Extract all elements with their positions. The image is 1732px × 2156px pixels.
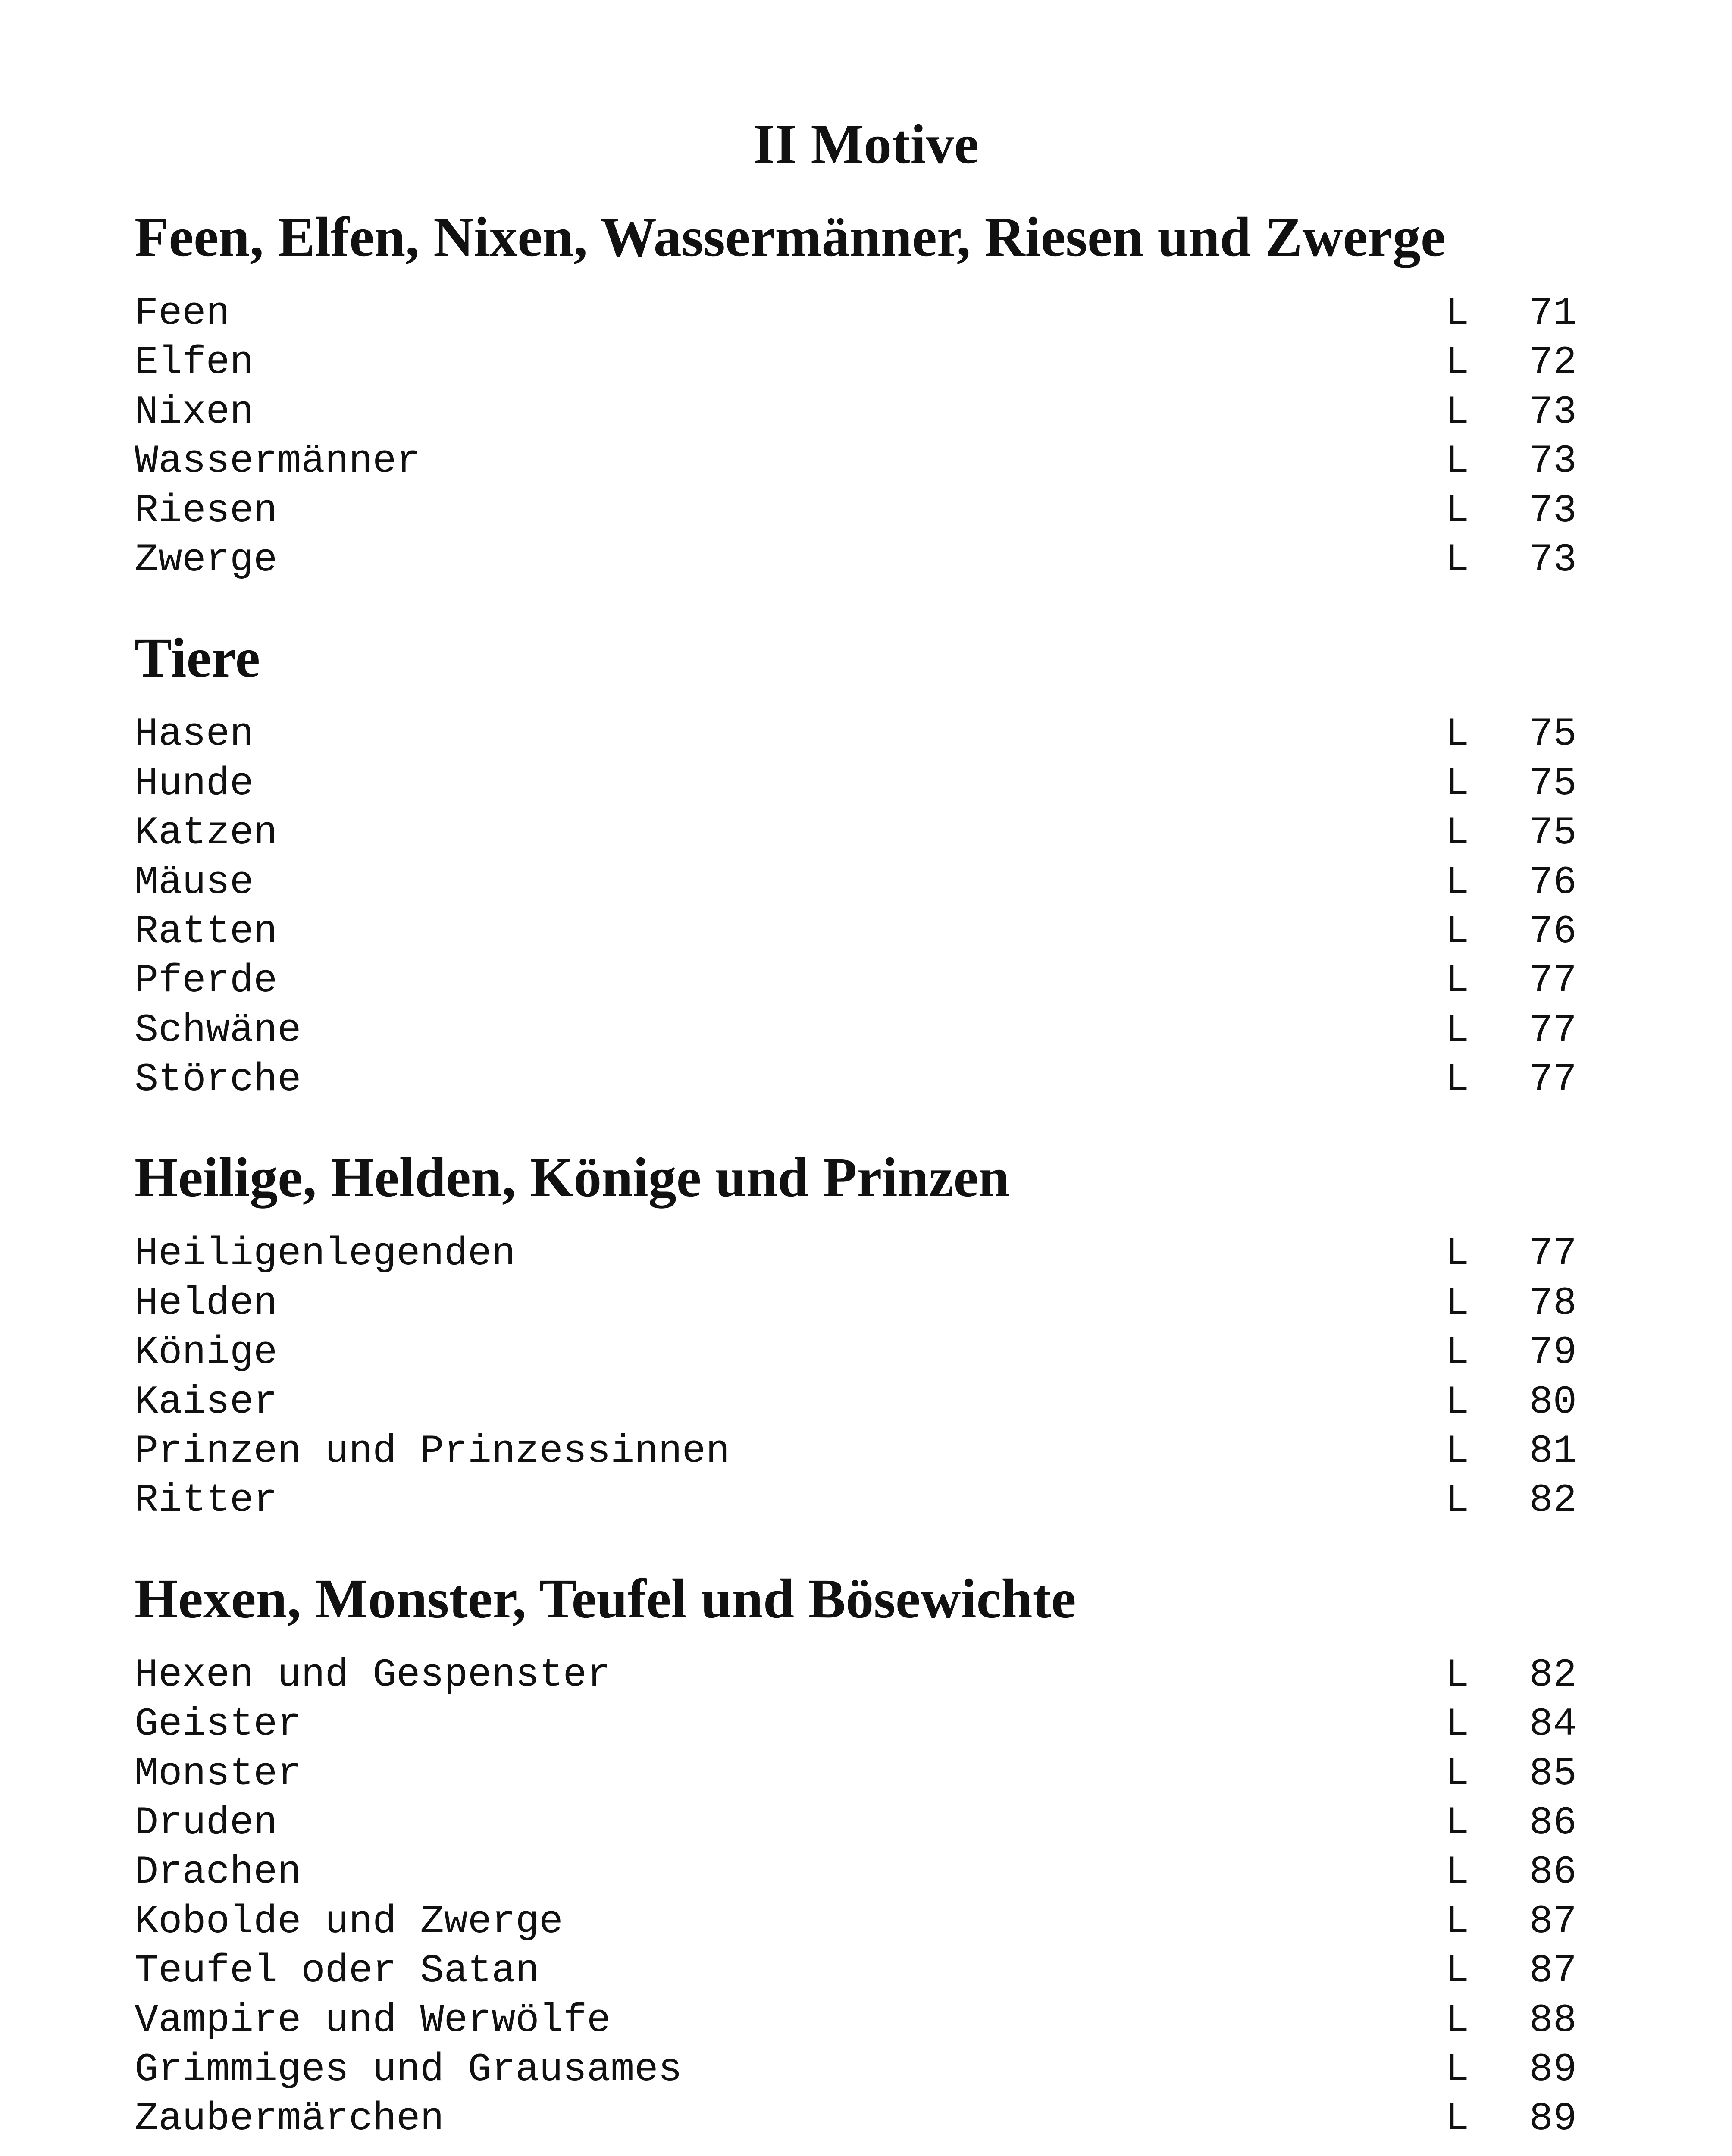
entry-page-number: 89 <box>1529 2046 1577 2092</box>
entry-page-number: 73 <box>1529 537 1577 583</box>
entry-marker: L <box>1445 389 1469 435</box>
section-heading: Feen, Elfen, Nixen, Wassermänner, Riesen und Zwerge <box>135 206 1446 268</box>
toc-entry[interactable] <box>135 1651 1577 1700</box>
entry-page-number: 75 <box>1529 711 1577 757</box>
entry-marker: L <box>1445 1057 1469 1103</box>
entry-page-number: 77 <box>1529 1007 1577 1053</box>
section-heading: Heilige, Helden, Könige und Prinzen <box>135 1147 1010 1209</box>
entry-page-number: 80 <box>1529 1379 1577 1425</box>
entry-page-number: 77 <box>1529 1057 1577 1103</box>
entry-page-number: 82 <box>1529 1478 1577 1523</box>
entry-page-number: 72 <box>1529 340 1577 385</box>
entry-list <box>135 289 1577 585</box>
toc-entry[interactable] <box>135 388 1577 437</box>
section-heilige-helden <box>135 1143 1577 1525</box>
section-heading: Tiere <box>135 627 260 689</box>
toc-entry[interactable] <box>135 759 1577 808</box>
entry-label: Riesen <box>135 488 278 533</box>
entry-marker: L <box>1445 1379 1469 1425</box>
entry-marker: L <box>1445 1702 1469 1747</box>
entry-label: Druden <box>135 1800 278 1846</box>
entry-label: Grimmiges und Grausames <box>135 2046 682 2092</box>
entry-marker: L <box>1445 1652 1469 1698</box>
entry-marker: L <box>1445 1007 1469 1053</box>
entry-marker: L <box>1445 1997 1469 2043</box>
toc-entry[interactable] <box>135 1427 1577 1476</box>
toc-entry[interactable] <box>135 1279 1577 1328</box>
entry-label: Könige <box>135 1330 278 1376</box>
toc-entry[interactable] <box>135 907 1577 956</box>
entry-page-number: 76 <box>1529 859 1577 905</box>
entry-marker: L <box>1445 1429 1469 1474</box>
entry-marker: L <box>1445 909 1469 954</box>
toc-entry[interactable] <box>135 1378 1577 1427</box>
entry-marker: L <box>1445 1899 1469 1944</box>
toc-entry[interactable] <box>135 1476 1577 1525</box>
entry-page-number: 75 <box>1529 810 1577 856</box>
entry-page-number: 77 <box>1529 958 1577 1004</box>
toc-entry[interactable] <box>135 2045 1577 2094</box>
entry-label: Störche <box>135 1057 301 1103</box>
entry-page-number: 77 <box>1529 1231 1577 1277</box>
entry-label: Geister <box>135 1702 301 1747</box>
toc-entry[interactable] <box>135 956 1577 1006</box>
page-title: II Motive <box>753 113 979 175</box>
entry-marker: L <box>1445 537 1469 583</box>
entry-label: Monster <box>135 1751 301 1796</box>
entry-page-number: 73 <box>1529 389 1577 435</box>
entry-page-number: 79 <box>1529 1330 1577 1376</box>
toc-entry[interactable] <box>135 1749 1577 1799</box>
toc-entry[interactable] <box>135 486 1577 536</box>
entry-marker: L <box>1445 488 1469 533</box>
toc-entry[interactable] <box>135 437 1577 486</box>
entry-page-number: 75 <box>1529 761 1577 806</box>
toc-entry[interactable] <box>135 2094 1577 2143</box>
section-tiere <box>135 624 1577 1104</box>
entry-label: Drachen <box>135 1849 301 1895</box>
entry-marker: L <box>1445 340 1469 385</box>
entry-label: Teufel oder Satan <box>135 1948 539 1994</box>
section-heading: Hexen, Monster, Teufel und Bösewichte <box>135 1567 1076 1630</box>
entry-marker: L <box>1445 859 1469 905</box>
entry-label: Nixen <box>135 389 254 435</box>
entry-marker: L <box>1445 439 1469 484</box>
entry-page-number: 87 <box>1529 1899 1577 1944</box>
entry-marker: L <box>1445 2046 1469 2092</box>
entry-marker: L <box>1445 1800 1469 1846</box>
entry-page-number: 85 <box>1529 1751 1577 1796</box>
entry-page-number: 87 <box>1529 1948 1577 1994</box>
toc-entry[interactable] <box>135 1799 1577 1848</box>
entry-marker: L <box>1445 1751 1469 1796</box>
toc-entry[interactable] <box>135 289 1577 338</box>
toc-entry[interactable] <box>135 1946 1577 1996</box>
toc-entry[interactable] <box>135 338 1577 387</box>
entry-label: Wassermänner <box>135 439 420 484</box>
entry-label: Katzen <box>135 810 278 856</box>
toc-entry[interactable] <box>135 536 1577 585</box>
entry-marker: L <box>1445 1231 1469 1277</box>
toc-entry[interactable] <box>135 1229 1577 1279</box>
entry-label: Kaiser <box>135 1379 278 1425</box>
toc-entry[interactable] <box>135 1897 1577 1946</box>
entry-marker: L <box>1445 1330 1469 1376</box>
entry-page-number: 78 <box>1529 1280 1577 1326</box>
entry-marker: L <box>1445 2096 1469 2142</box>
entry-label: Elfen <box>135 340 254 385</box>
entry-label: Heiligenlegenden <box>135 1231 516 1277</box>
entry-label: Kobolde und Zwerge <box>135 1899 563 1944</box>
entry-list <box>135 1229 1577 1525</box>
entry-list <box>135 710 1577 1104</box>
entry-label: Feen <box>135 291 230 336</box>
entry-page-number: 88 <box>1529 1997 1577 2043</box>
entry-page-number: 86 <box>1529 1849 1577 1895</box>
entry-marker: L <box>1445 1280 1469 1326</box>
entry-label: Helden <box>135 1280 278 1326</box>
entry-page-number: 81 <box>1529 1429 1577 1474</box>
toc-entry[interactable] <box>135 710 1577 759</box>
entry-label: Zwerge <box>135 537 278 583</box>
toc-entry[interactable] <box>135 858 1577 907</box>
toc-entry[interactable] <box>135 1848 1577 1897</box>
entry-marker: L <box>1445 1948 1469 1994</box>
toc-entry[interactable] <box>135 1328 1577 1377</box>
entry-marker: L <box>1445 711 1469 757</box>
entry-page-number: 84 <box>1529 1702 1577 1747</box>
toc-entry[interactable] <box>135 808 1577 858</box>
section-feen-elfen <box>135 203 1577 585</box>
entry-page-number: 73 <box>1529 488 1577 533</box>
entry-marker: L <box>1445 291 1469 336</box>
entry-marker: L <box>1445 1478 1469 1523</box>
entry-label: Hasen <box>135 711 254 757</box>
entry-label: Ratten <box>135 909 278 954</box>
entry-marker: L <box>1445 958 1469 1004</box>
entry-label: Prinzen und Prinzessinnen <box>135 1429 730 1474</box>
entry-page-number: 73 <box>1529 439 1577 484</box>
toc-entry[interactable] <box>135 1006 1577 1055</box>
toc-entry[interactable] <box>135 1055 1577 1104</box>
entry-marker: L <box>1445 761 1469 806</box>
entry-page-number: 82 <box>1529 1652 1577 1698</box>
section-hexen-monster <box>135 1564 1577 2144</box>
entry-label: Hunde <box>135 761 254 806</box>
entry-label: Ritter <box>135 1478 278 1523</box>
entry-list <box>135 1651 1577 2144</box>
table-of-contents <box>135 203 1577 2156</box>
entry-label: Zaubermärchen <box>135 2096 444 2142</box>
entry-page-number: 71 <box>1529 291 1577 336</box>
entry-page-number: 89 <box>1529 2096 1577 2142</box>
entry-label: Pferde <box>135 958 278 1004</box>
entry-marker: L <box>1445 810 1469 856</box>
entry-label: Vampire und Werwölfe <box>135 1997 611 2043</box>
toc-entry[interactable] <box>135 1996 1577 2045</box>
toc-entry[interactable] <box>135 1700 1577 1749</box>
entry-label: Schwäne <box>135 1007 301 1053</box>
entry-label: Hexen und Gespenster <box>135 1652 611 1698</box>
entry-marker: L <box>1445 1849 1469 1895</box>
entry-page-number: 76 <box>1529 909 1577 954</box>
entry-label: Mäuse <box>135 859 254 905</box>
entry-page-number: 86 <box>1529 1800 1577 1846</box>
